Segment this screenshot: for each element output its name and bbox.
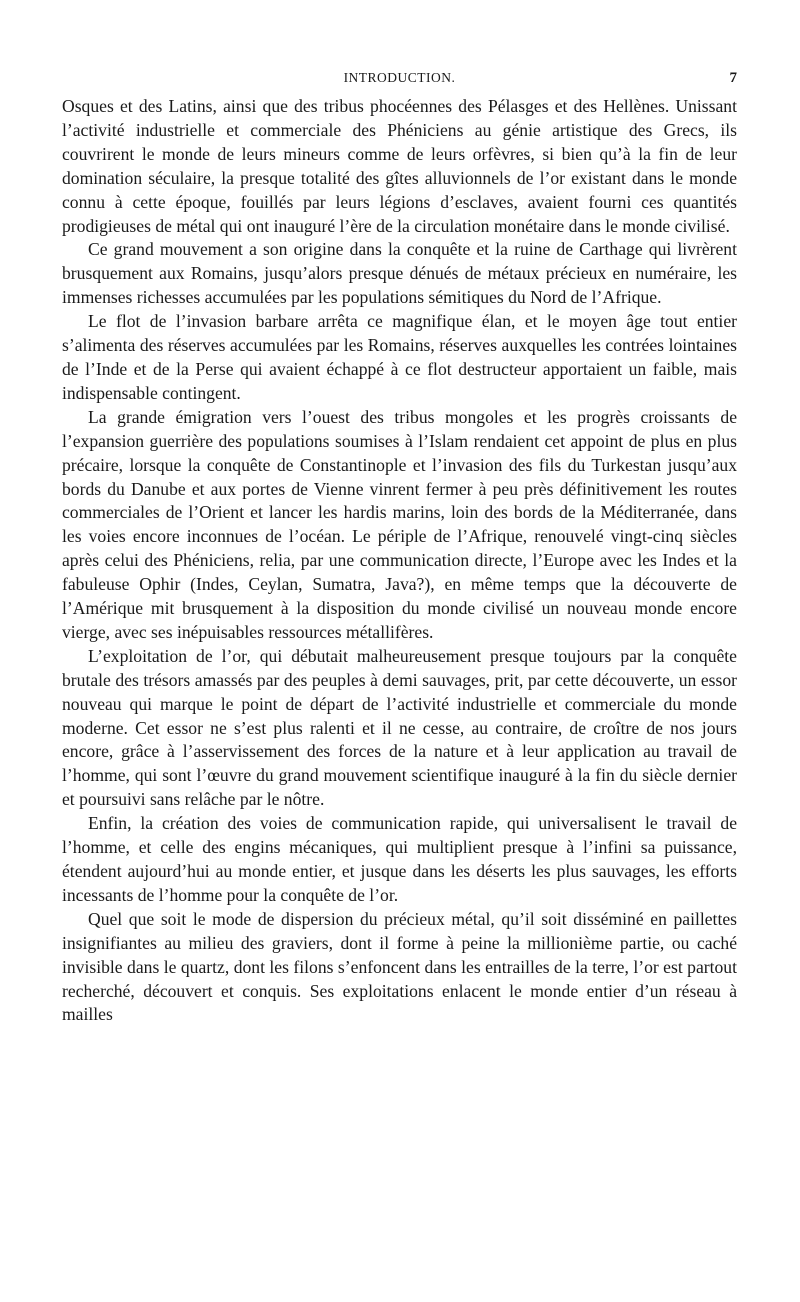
body-text bbox=[62, 95, 737, 1027]
paragraph-carthage: Ce grand mouvement a son origine dans la conquête et la ruine de Carthage qui livrèrent brusquement aux Romains, jusqu’alors presque dénués de métaux précieux en numéraire, les immenses richesses accumulées par les populations sémitiques du Nord de l’Afrique. bbox=[62, 239, 737, 308]
running-title: INTRODUCTION. bbox=[343, 70, 456, 85]
paragraph-invasion-barbare: Le flot de l’invasion barbare arrêta ce magnifique élan, et le moyen âge tout entier s’alimenta des réserves accumulées par les Romains, réserves auxquelles les contrées lointaines de l’Inde et de la Perse qui avaient échappé à ce flot destructeur apportaient un faible, mais indispensable contingent. bbox=[62, 311, 737, 403]
page-number: 7 bbox=[729, 70, 737, 86]
paragraph-emigration: La grande émigration vers l’ouest des tribus mongoles et les progrès croissants de l’expansion guerrière des populations soumises à l’Islam rendaient cet appoint de plus en plus précaire, lorsque la conquête de Constantinople et l’invasion des fils du Turkestan jusqu’aux bords du Danube et aux portes de Vienne vinrent fermer à peu près définitivement les routes commerciales de l’Orient et lancer les hardis marins, loin des bords de la Méditerranée, dans les voies encore inconnues de l’océan. Le périple de l’Afrique, renouvelé vingt-cinq siècles après celui des Phéniciens, relia, par une communication directe, l’Europe avec les Indes et la fabuleuse Ophir (Indes, Ceylan, Sumatra, Java?), en même temps que la découverte de l’Amérique mit brusquement à la disposition du monde civilisé un nouveau monde encore vierge, avec ses inépuisables ressources métallifères. bbox=[62, 406, 737, 642]
paragraph-dispersion: Quel que soit le mode de dispersion du précieux métal, qu’il soit disséminé en paillettes insignifiantes au milieu des graviers, dont il forme à peine la millionième partie, ou caché invisible dans le quartz, dont les filons s’enfoncent dans les entrailles de la terre, l’or est partout recherché, découvert et conquis. Ses exploitations enlacent le monde entier d’un réseau à mailles bbox=[62, 908, 737, 1025]
page-header bbox=[62, 70, 737, 94]
paragraph-exploitation: L’exploitation de l’or, qui débutait malheureusement presque toujours par la conquête brutale des trésors amassés par des peuples à demi sauvages, prit, par cette découverte, un essor nouveau qui marque le point de départ de l’activité industrielle et commerciale du monde moderne. Cet essor ne s’est plus ralenti et il ne cesse, au contraire, de croître de nos jours encore, grâce à l’asservissement des forces de la nature et à leur application au travail de l’homme, qui sont l’œuvre du grand mouvement scientifique inauguré à la fin du siècle dernier et poursuivi sans relâche par le nôtre. bbox=[62, 645, 737, 810]
paragraph-osques: Osques et des Latins, ainsi que des tribus phocéennes des Pélasges et des Hellènes. Unissant l’activité industrielle et commerciale des Phéniciens au génie artistique des Grecs, ils couvrirent le monde de leurs mineurs comme de leurs orfèvres, si bien qu’à la fin de leur domination séculaire, la presque totalité des gîtes alluvionnels de l’or existant dans le monde connu à cette époque, fouillés par leurs légions d’esclaves, avaient fourni ces quantités prodigieuses de métal qui ont inauguré l’ère de la circulation monétaire dans le monde civilisé. bbox=[62, 96, 737, 236]
paragraph-voies-communication: Enfin, la création des voies de communication rapide, qui universalisent le travail de l’homme, et celle des engins mécaniques, qui multiplient presque à l’infini sa puissance, étendent aujourd’hui au monde entier, et jusque dans les déserts les plus sauvages, les efforts incessants de l’homme pour la conquête de l’or. bbox=[62, 813, 737, 905]
